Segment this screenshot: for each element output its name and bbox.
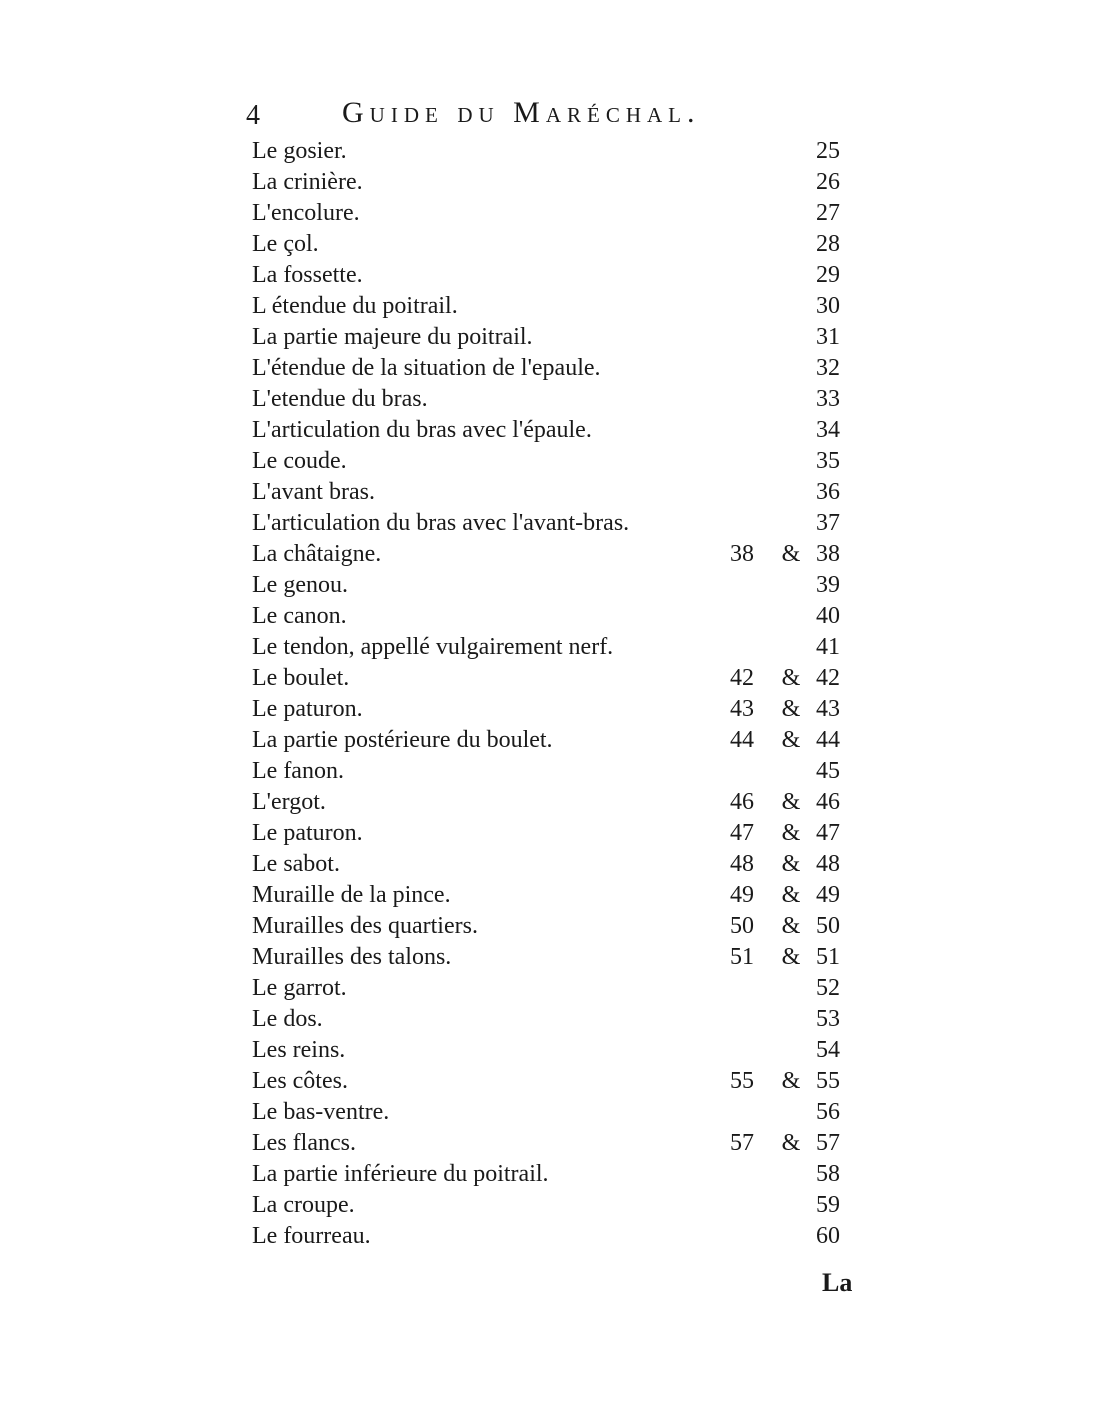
entry-label: Les reins. xyxy=(252,1037,346,1063)
entry-label: L'articulation du bras avec l'avant-bras. xyxy=(252,510,630,536)
figure-number-left: 55 xyxy=(730,1068,754,1094)
index-entry xyxy=(252,291,872,322)
index-entry xyxy=(252,198,872,229)
ampersand: & xyxy=(781,913,801,939)
index-entry xyxy=(252,787,872,818)
figure-number-right: 32 xyxy=(816,355,840,381)
figure-number-right: 38 xyxy=(816,541,840,567)
index-entry xyxy=(252,1066,872,1097)
entry-label: Les flancs. xyxy=(252,1130,356,1156)
ampersand: & xyxy=(781,944,801,970)
entry-label: Muraille de la pince. xyxy=(252,882,451,908)
figure-number-right: 28 xyxy=(816,231,840,257)
figure-number-right: 27 xyxy=(816,200,840,226)
figure-number-left: 43 xyxy=(730,696,754,722)
entry-label: L'avant bras. xyxy=(252,479,375,505)
figure-number-right: 30 xyxy=(816,293,840,319)
ampersand: & xyxy=(781,1068,801,1094)
entry-label: Le sabot. xyxy=(252,851,340,877)
index-entry xyxy=(252,136,872,167)
figure-number-right: 53 xyxy=(816,1006,840,1032)
index-entry xyxy=(252,477,872,508)
figure-number-left: 46 xyxy=(730,789,754,815)
page-header xyxy=(246,96,866,136)
figure-number-right: 50 xyxy=(816,913,840,939)
figure-number-right: 33 xyxy=(816,386,840,412)
entry-label: Les côtes. xyxy=(252,1068,348,1094)
ampersand: & xyxy=(781,541,801,567)
running-title: Guide du Maréchal. xyxy=(342,96,701,129)
index-entry xyxy=(252,1128,872,1159)
index-entry xyxy=(252,415,872,446)
index-entry xyxy=(252,539,872,570)
index-entry xyxy=(252,1004,872,1035)
figure-number-right: 40 xyxy=(816,603,840,629)
entry-label: Le paturon. xyxy=(252,696,363,722)
entry-label: L'encolure. xyxy=(252,200,360,226)
entry-label: La crinière. xyxy=(252,169,363,195)
entry-label: Le boulet. xyxy=(252,665,350,691)
index-entry xyxy=(252,260,872,291)
entry-label: Le paturon. xyxy=(252,820,363,846)
index-entry xyxy=(252,322,872,353)
figure-number-right: 47 xyxy=(816,820,840,846)
figure-number-right: 56 xyxy=(816,1099,840,1125)
index-entry xyxy=(252,1221,872,1252)
index-entry xyxy=(252,353,872,384)
figure-number-right: 34 xyxy=(816,417,840,443)
figure-number-right: 25 xyxy=(816,138,840,164)
entry-label: Le çol. xyxy=(252,231,319,257)
index-entry xyxy=(252,601,872,632)
index-entry xyxy=(252,694,872,725)
index-entry xyxy=(252,1035,872,1066)
index-entry xyxy=(252,384,872,415)
entry-label: L étendue du poitrail. xyxy=(252,293,458,319)
index-entry xyxy=(252,167,872,198)
figure-number-right: 42 xyxy=(816,665,840,691)
entry-label: La partie postérieure du boulet. xyxy=(252,727,553,753)
index-entry xyxy=(252,446,872,477)
index-entry xyxy=(252,1159,872,1190)
index-entry xyxy=(252,1190,872,1221)
figure-number-right: 48 xyxy=(816,851,840,877)
entry-label: L'etendue du bras. xyxy=(252,386,428,412)
index-entry xyxy=(252,911,872,942)
figure-number-right: 57 xyxy=(816,1130,840,1156)
ampersand: & xyxy=(781,789,801,815)
figure-number-left: 42 xyxy=(730,665,754,691)
ampersand: & xyxy=(781,851,801,877)
entry-label: Le gosier. xyxy=(252,138,347,164)
entry-label: Murailles des talons. xyxy=(252,944,452,970)
figure-number-left: 57 xyxy=(730,1130,754,1156)
entry-label: La fossette. xyxy=(252,262,363,288)
index-entry xyxy=(252,756,872,787)
figure-number-right: 49 xyxy=(816,882,840,908)
entry-label: Le genou. xyxy=(252,572,348,598)
entry-label: Le dos. xyxy=(252,1006,323,1032)
ampersand: & xyxy=(781,1130,801,1156)
entry-label: Le fanon. xyxy=(252,758,344,784)
figure-number-left: 50 xyxy=(730,913,754,939)
ampersand: & xyxy=(781,696,801,722)
index-entry xyxy=(252,942,872,973)
figure-number-right: 29 xyxy=(816,262,840,288)
figure-number-right: 26 xyxy=(816,169,840,195)
ampersand: & xyxy=(781,820,801,846)
index-entry xyxy=(252,818,872,849)
entry-label: L'articulation du bras avec l'épaule. xyxy=(252,417,592,443)
index-entry xyxy=(252,880,872,911)
figure-number-left: 44 xyxy=(730,727,754,753)
ampersand: & xyxy=(781,665,801,691)
entry-label: Murailles des quartiers. xyxy=(252,913,478,939)
figure-number-right: 58 xyxy=(816,1161,840,1187)
index-entry xyxy=(252,849,872,880)
figure-number-right: 35 xyxy=(816,448,840,474)
figure-number-left: 51 xyxy=(730,944,754,970)
figure-number-right: 41 xyxy=(816,634,840,660)
entry-label: La partie majeure du poitrail. xyxy=(252,324,533,350)
figure-number-right: 52 xyxy=(816,975,840,1001)
figure-number-right: 44 xyxy=(816,727,840,753)
index-entry xyxy=(252,973,872,1004)
figure-number-right: 51 xyxy=(816,944,840,970)
entry-label: L'ergot. xyxy=(252,789,326,815)
ampersand: & xyxy=(781,882,801,908)
figure-number-right: 31 xyxy=(816,324,840,350)
entry-label: L'étendue de la situation de l'epaule. xyxy=(252,355,601,381)
entry-label: La croupe. xyxy=(252,1192,355,1218)
figure-number-right: 54 xyxy=(816,1037,840,1063)
index-entry xyxy=(252,663,872,694)
ampersand: & xyxy=(781,727,801,753)
figure-number-right: 55 xyxy=(816,1068,840,1094)
figure-number-left: 48 xyxy=(730,851,754,877)
index-entry xyxy=(252,1097,872,1128)
figure-number-right: 37 xyxy=(816,510,840,536)
index-entry xyxy=(252,725,872,756)
entry-label: La partie inférieure du poitrail. xyxy=(252,1161,549,1187)
entry-label: Le garrot. xyxy=(252,975,347,1001)
figure-number-left: 38 xyxy=(730,541,754,567)
entry-label: Le coude. xyxy=(252,448,347,474)
index-list xyxy=(252,136,872,1252)
index-entry xyxy=(252,570,872,601)
figure-number-right: 39 xyxy=(816,572,840,598)
figure-number-left: 49 xyxy=(730,882,754,908)
catchword: La xyxy=(822,1268,853,1297)
figure-number-right: 59 xyxy=(816,1192,840,1218)
entry-label: Le canon. xyxy=(252,603,347,629)
entry-label: Le bas-ventre. xyxy=(252,1099,390,1125)
entry-label: Le tendon, appellé vulgairement nerf. xyxy=(252,634,614,660)
page-number: 4 xyxy=(246,100,260,131)
figure-number-right: 60 xyxy=(816,1223,840,1249)
figure-number-left: 47 xyxy=(730,820,754,846)
figure-number-right: 43 xyxy=(816,696,840,722)
figure-number-right: 45 xyxy=(816,758,840,784)
index-entry xyxy=(252,229,872,260)
entry-label: Le fourreau. xyxy=(252,1223,371,1249)
index-entry xyxy=(252,508,872,539)
index-entry xyxy=(252,632,872,663)
figure-number-right: 46 xyxy=(816,789,840,815)
entry-label: La châtaigne. xyxy=(252,541,382,567)
figure-number-right: 36 xyxy=(816,479,840,505)
